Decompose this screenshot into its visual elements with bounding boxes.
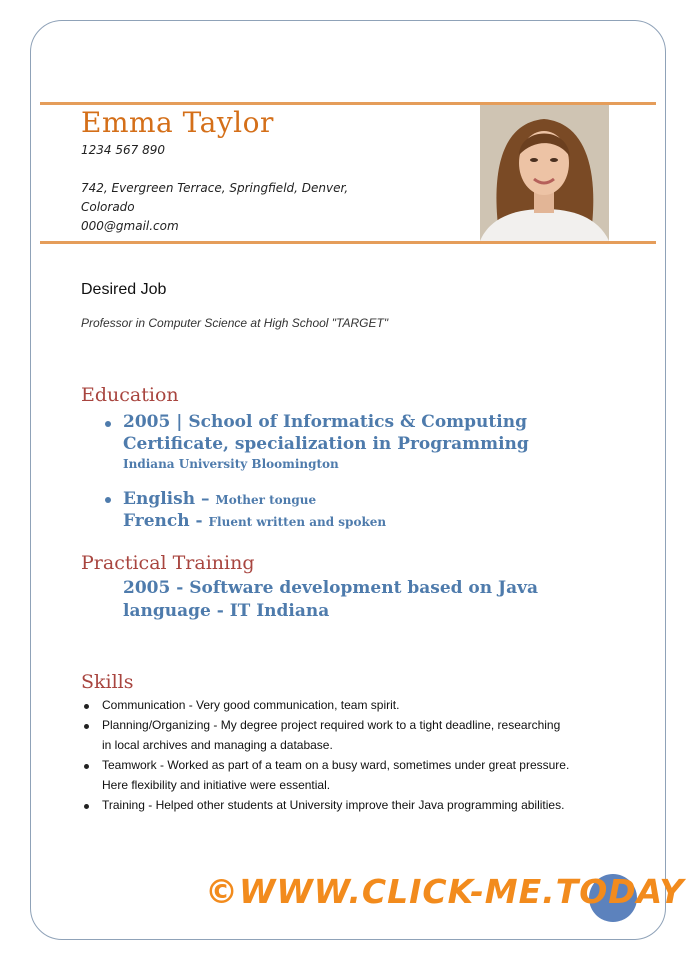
skill-training: Training - Helped other students at University improve their Java programming abilities.	[102, 798, 565, 812]
skill-communication: Communication - Very good communication, team spirit.	[102, 698, 400, 712]
education-heading: Education	[81, 384, 179, 406]
desired-job-heading: Desired Job	[81, 281, 167, 298]
skill-bullet-4	[84, 804, 89, 809]
phone-number: 1234 567 890	[81, 143, 165, 157]
skill-planning-continued: in local archives and managing a database.	[102, 738, 333, 752]
education-bullet-1	[105, 421, 111, 427]
skill-bullet-2	[84, 724, 89, 729]
training-line-1: 2005 - Software development based on Java	[123, 578, 539, 598]
watermark-text: ©WWW.CLICK-ME.TODAY	[205, 872, 685, 911]
skills-heading: Skills	[81, 671, 134, 693]
language-english-label: English –	[123, 489, 210, 509]
header-rule-bottom	[40, 241, 656, 244]
language-english	[123, 489, 316, 509]
language-english-note: Mother tongue	[215, 493, 317, 507]
skill-bullet-1	[84, 704, 89, 709]
skill-teamwork-continued: Here flexibility and initiative were essential.	[102, 778, 331, 792]
training-heading: Practical Training	[81, 552, 255, 574]
email-address: 000@gmail.com	[81, 219, 179, 233]
education-line-3: Indiana University Bloomington	[123, 457, 339, 471]
desired-job-description: Professor in Computer Science at High School "TARGET"	[81, 316, 389, 330]
training-line-2: language - IT Indiana	[123, 601, 330, 621]
portrait-photo	[480, 105, 609, 241]
education-line-1: 2005 | School of Informatics & Computing	[123, 412, 527, 432]
skill-teamwork: Teamwork - Worked as part of a team on a busy ward, sometimes under great pressure.	[102, 758, 570, 772]
education-bullet-2	[105, 497, 111, 503]
address-line-1: 742, Evergreen Terrace, Springfield, Denver,	[81, 181, 349, 195]
skill-bullet-3	[84, 764, 89, 769]
language-french-label: French -	[123, 511, 203, 531]
candidate-name: Emma Taylor	[81, 106, 274, 139]
language-french	[123, 511, 386, 531]
skill-planning: Planning/Organizing - My degree project required work to a tight deadline, researching	[102, 718, 561, 732]
language-french-note: Fluent written and spoken	[208, 515, 387, 529]
address-line-2: Colorado	[81, 200, 135, 214]
education-line-2: Certificate, specialization in Programming	[123, 434, 529, 454]
